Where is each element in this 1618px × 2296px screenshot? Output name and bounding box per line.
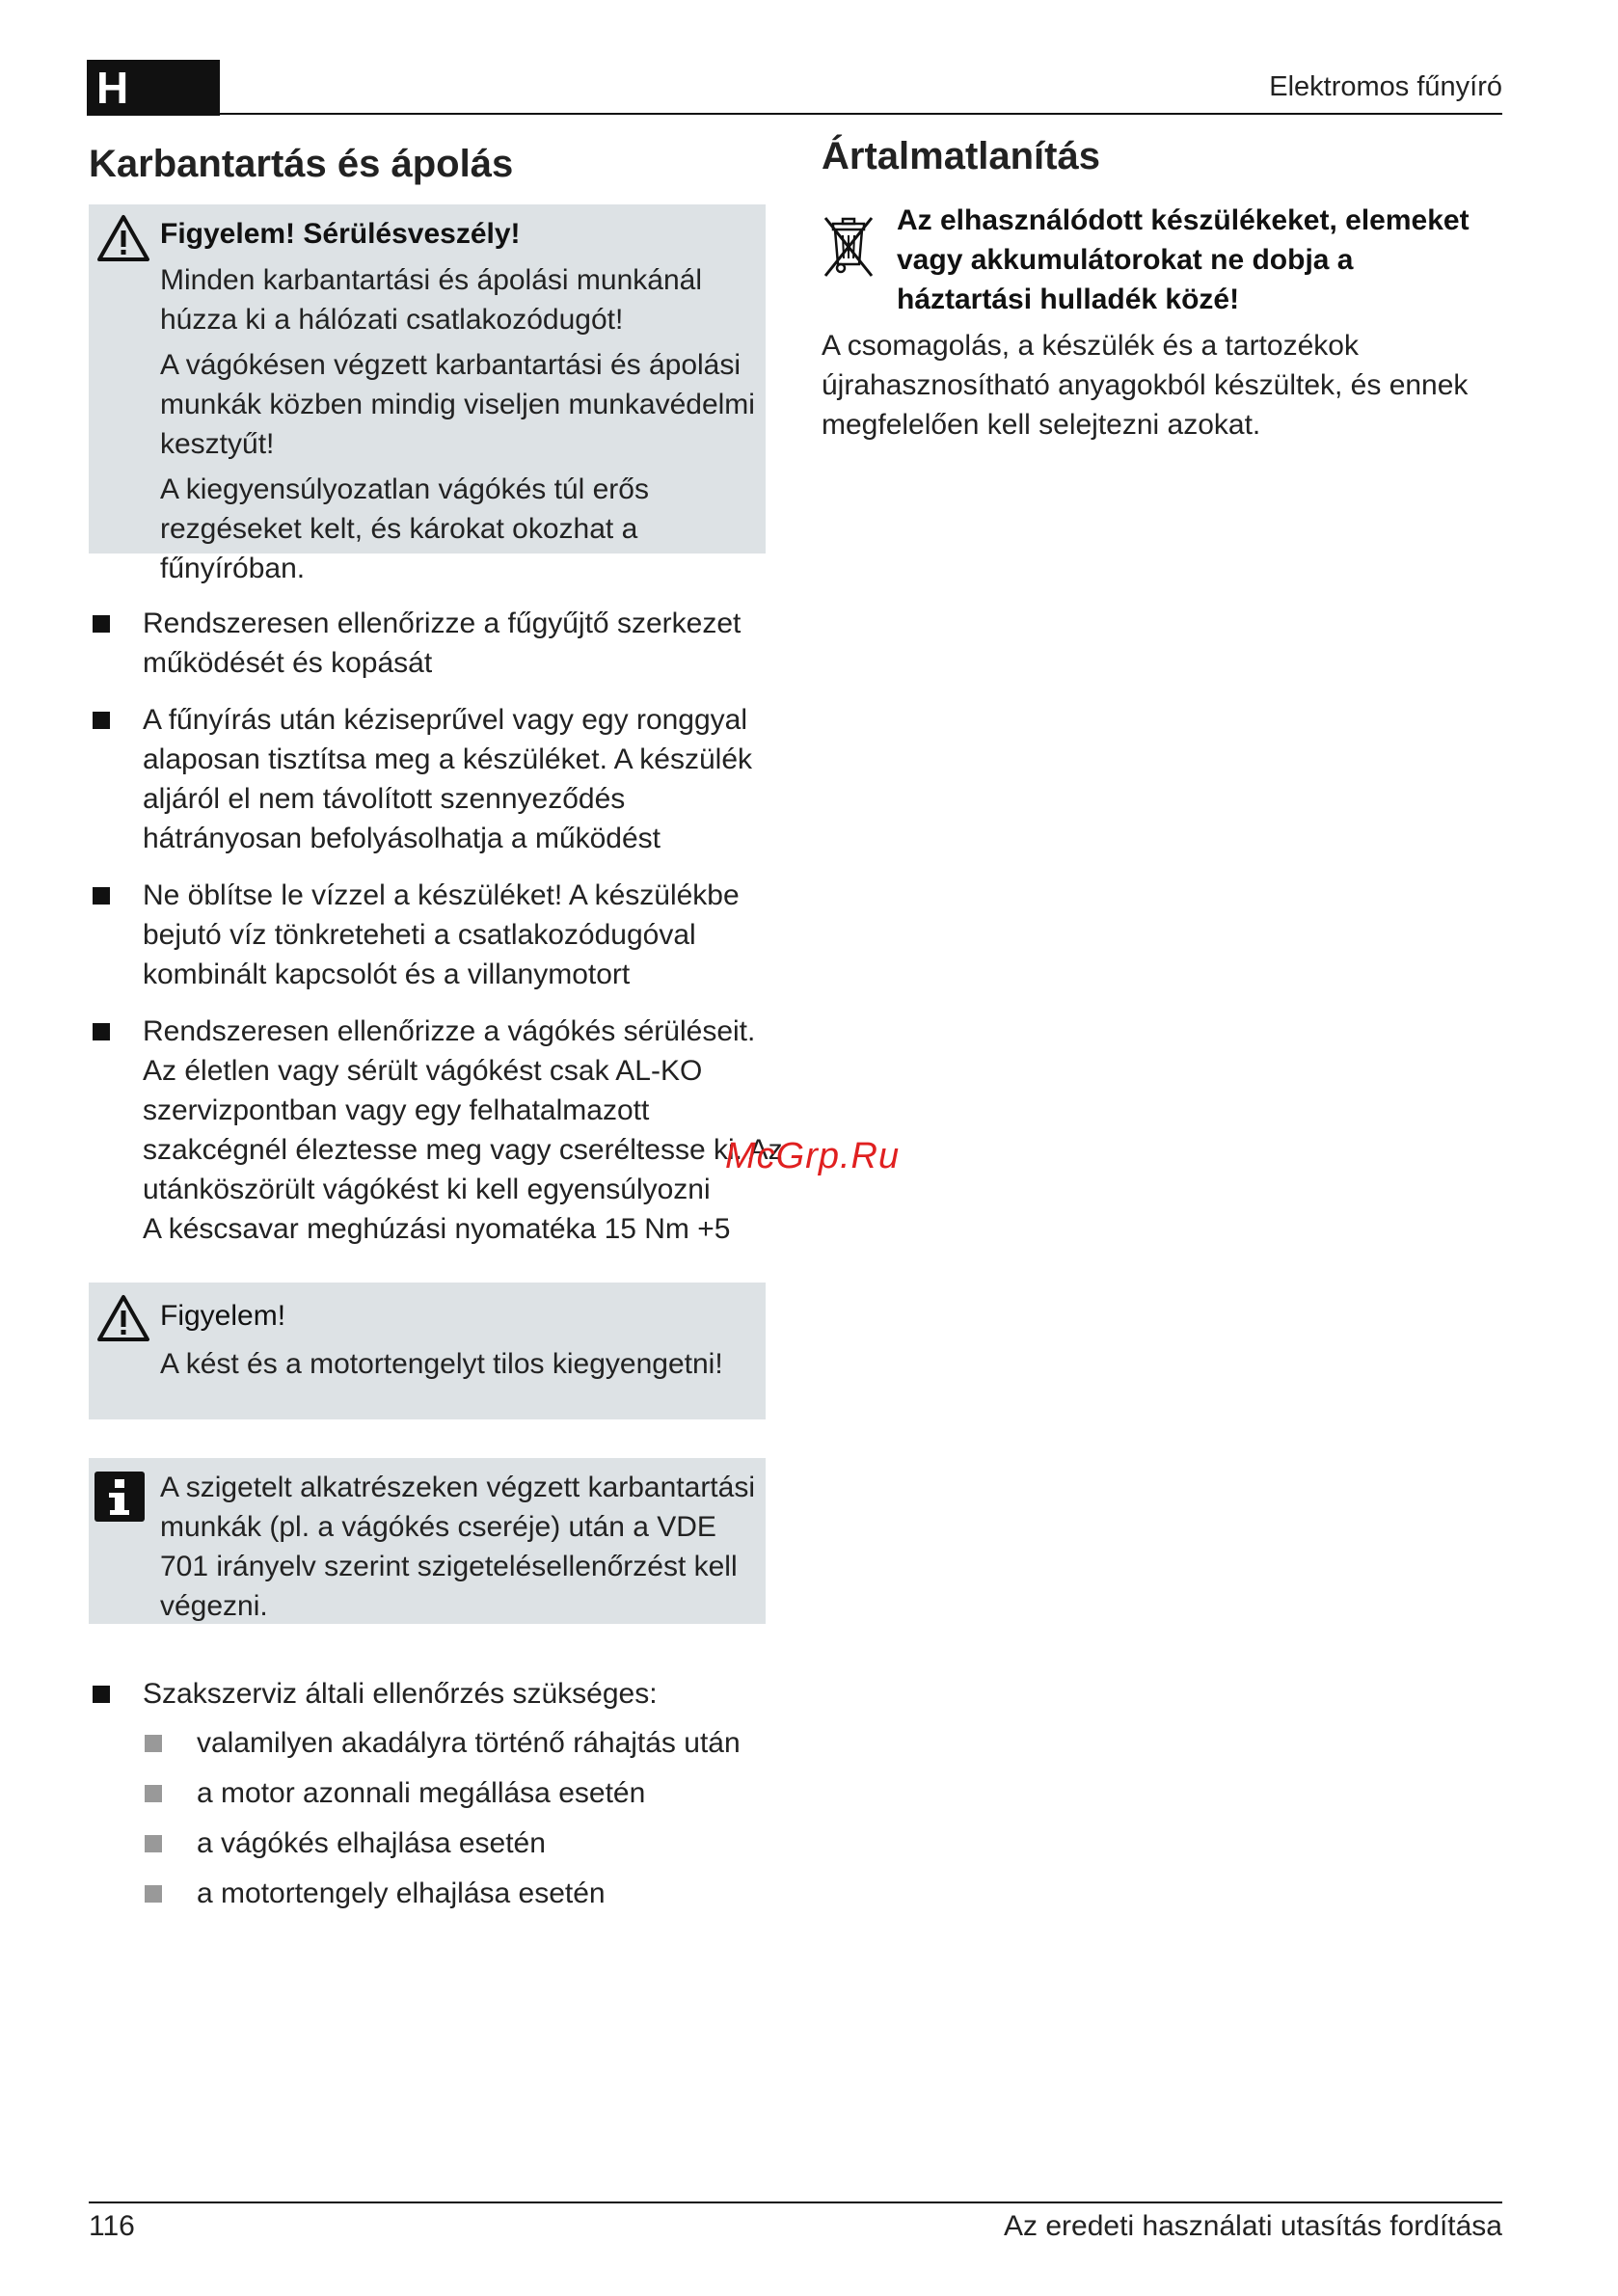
list-item-text: Rendszeresen ellenőrizze a vágókés sérüléseit. Az életlen vagy sérült vágókést csak AL-KO szervizpontban vagy egy felhatalmazott szakcégnél éleztesse meg vagy cseréltesse ki. Az utánköszörült vágókést ki kell egyensúlyozni bbox=[143, 1015, 783, 1205]
injury-warning-panel bbox=[89, 204, 766, 584]
insulation-info-panel bbox=[89, 1458, 766, 1624]
square-bullet bbox=[93, 615, 110, 633]
list-item bbox=[89, 1012, 783, 1249]
crossed-bin-icon bbox=[822, 210, 876, 280]
page-number: 116 bbox=[89, 2210, 135, 2242]
footer-rule bbox=[89, 2201, 1502, 2203]
grey-square-bullet bbox=[145, 1735, 162, 1752]
list-item bbox=[89, 700, 783, 858]
service-cases bbox=[143, 1723, 783, 1914]
warning-title: Figyelem! Sérülésveszély! bbox=[160, 218, 521, 250]
language-tab: H bbox=[87, 60, 220, 116]
square-bullet bbox=[93, 1023, 110, 1040]
maintenance-heading: Karbantartás és ápolás bbox=[89, 143, 514, 185]
footer-text: Az eredeti használati utasítás fordítása bbox=[1004, 2210, 1502, 2242]
grey-square-bullet bbox=[145, 1785, 162, 1802]
warning-title: Figyelem! bbox=[160, 1300, 286, 1332]
list-item bbox=[89, 604, 783, 683]
sub-list-item-text: a motor azonnali megállása esetén bbox=[197, 1777, 646, 1809]
warning-paragraph: Minden karbantartási és ápolási munkánál húzza ki a hálózati csatlakozódugót! bbox=[160, 264, 702, 336]
disposal-heading: Ártalmatlanítás bbox=[822, 135, 1100, 177]
watermark: McGrp.Ru bbox=[725, 1136, 901, 1176]
list-item bbox=[89, 1674, 783, 1914]
torque-note: A késcsavar meghúzási nyomatéka 15 Nm +5 bbox=[143, 1213, 731, 1245]
sub-list-item-text: a motortengely elhajlása esetén bbox=[197, 1877, 606, 1909]
square-bullet bbox=[93, 1686, 110, 1703]
warning-text: A kést és a motortengelyt tilos kiegyengetni! bbox=[160, 1348, 723, 1380]
grey-square-bullet bbox=[145, 1885, 162, 1903]
warning-triangle-icon bbox=[96, 1294, 150, 1342]
list-item-text: A fűnyírás után kéziseprűvel vagy egy ronggyal alaposan tisztítsa meg a készüléket. A készülék aljáról el nem távolított szennyeződés hátrányosan befolyásolhatja a működést bbox=[143, 704, 753, 854]
service-check-list bbox=[89, 1674, 783, 1924]
grey-square-bullet bbox=[145, 1835, 162, 1852]
header-title: Elektromos fűnyíró bbox=[1269, 71, 1502, 102]
square-bullet bbox=[93, 712, 110, 729]
list-item-text: Rendszeresen ellenőrizze a fűgyűjtő szerkezet működését és kopását bbox=[143, 608, 742, 679]
sub-list-item bbox=[143, 1773, 783, 1814]
header-rule bbox=[220, 113, 1502, 115]
square-bullet bbox=[93, 887, 110, 905]
list-item-text: Ne öblítse le vízzel a készüléket! A készülékbe bejutó víz tönkreteheti a csatlakozódugóval kombinált kapcsolót és a villanymotort bbox=[143, 879, 740, 990]
warning-paragraph: A vágókésen végzett karbantartási és ápolási munkák közben mindig viseljen munkavédelmi kesztyűt! bbox=[160, 349, 755, 460]
disposal-warning: Az elhasználódott készülékeket, elemeket vagy akkumulátorokat ne dobja a háztartási hulladék közé! bbox=[897, 204, 1470, 315]
sub-list-item bbox=[143, 1823, 783, 1864]
info-text: A szigetelt alkatrészeken végzett karbantartási munkák (pl. a vágókés cseréje) után a VDE 701 irányelv szerint szigetelésellenőrzést kell végezni. bbox=[160, 1472, 755, 1622]
disposal-text: A csomagolás, a készülék és a tartozékok újrahasznosítható anyagokból készültek, és ennek megfelelően kell selejtezni azokat. bbox=[822, 330, 1469, 441]
warning-paragraph: A kiegyensúlyozatlan vágókés túl erős rezgéseket kelt, és károkat okozhat a fűnyíróban. bbox=[160, 473, 649, 584]
maintenance-list bbox=[89, 604, 783, 1266]
sub-list-item-text: valamilyen akadályra történő ráhajtás után bbox=[197, 1727, 741, 1759]
info-icon bbox=[94, 1472, 145, 1522]
warning-text bbox=[160, 260, 758, 594]
service-intro: Szakszerviz általi ellenőrzés szükséges: bbox=[143, 1678, 658, 1710]
warning-triangle-icon bbox=[96, 214, 150, 262]
list-item bbox=[89, 876, 783, 994]
sub-list-item bbox=[143, 1723, 783, 1764]
sub-list-item-text: a vágókés elhajlása esetén bbox=[197, 1827, 546, 1859]
sub-list-item bbox=[143, 1874, 783, 1914]
straightening-warning-panel bbox=[89, 1283, 766, 1419]
